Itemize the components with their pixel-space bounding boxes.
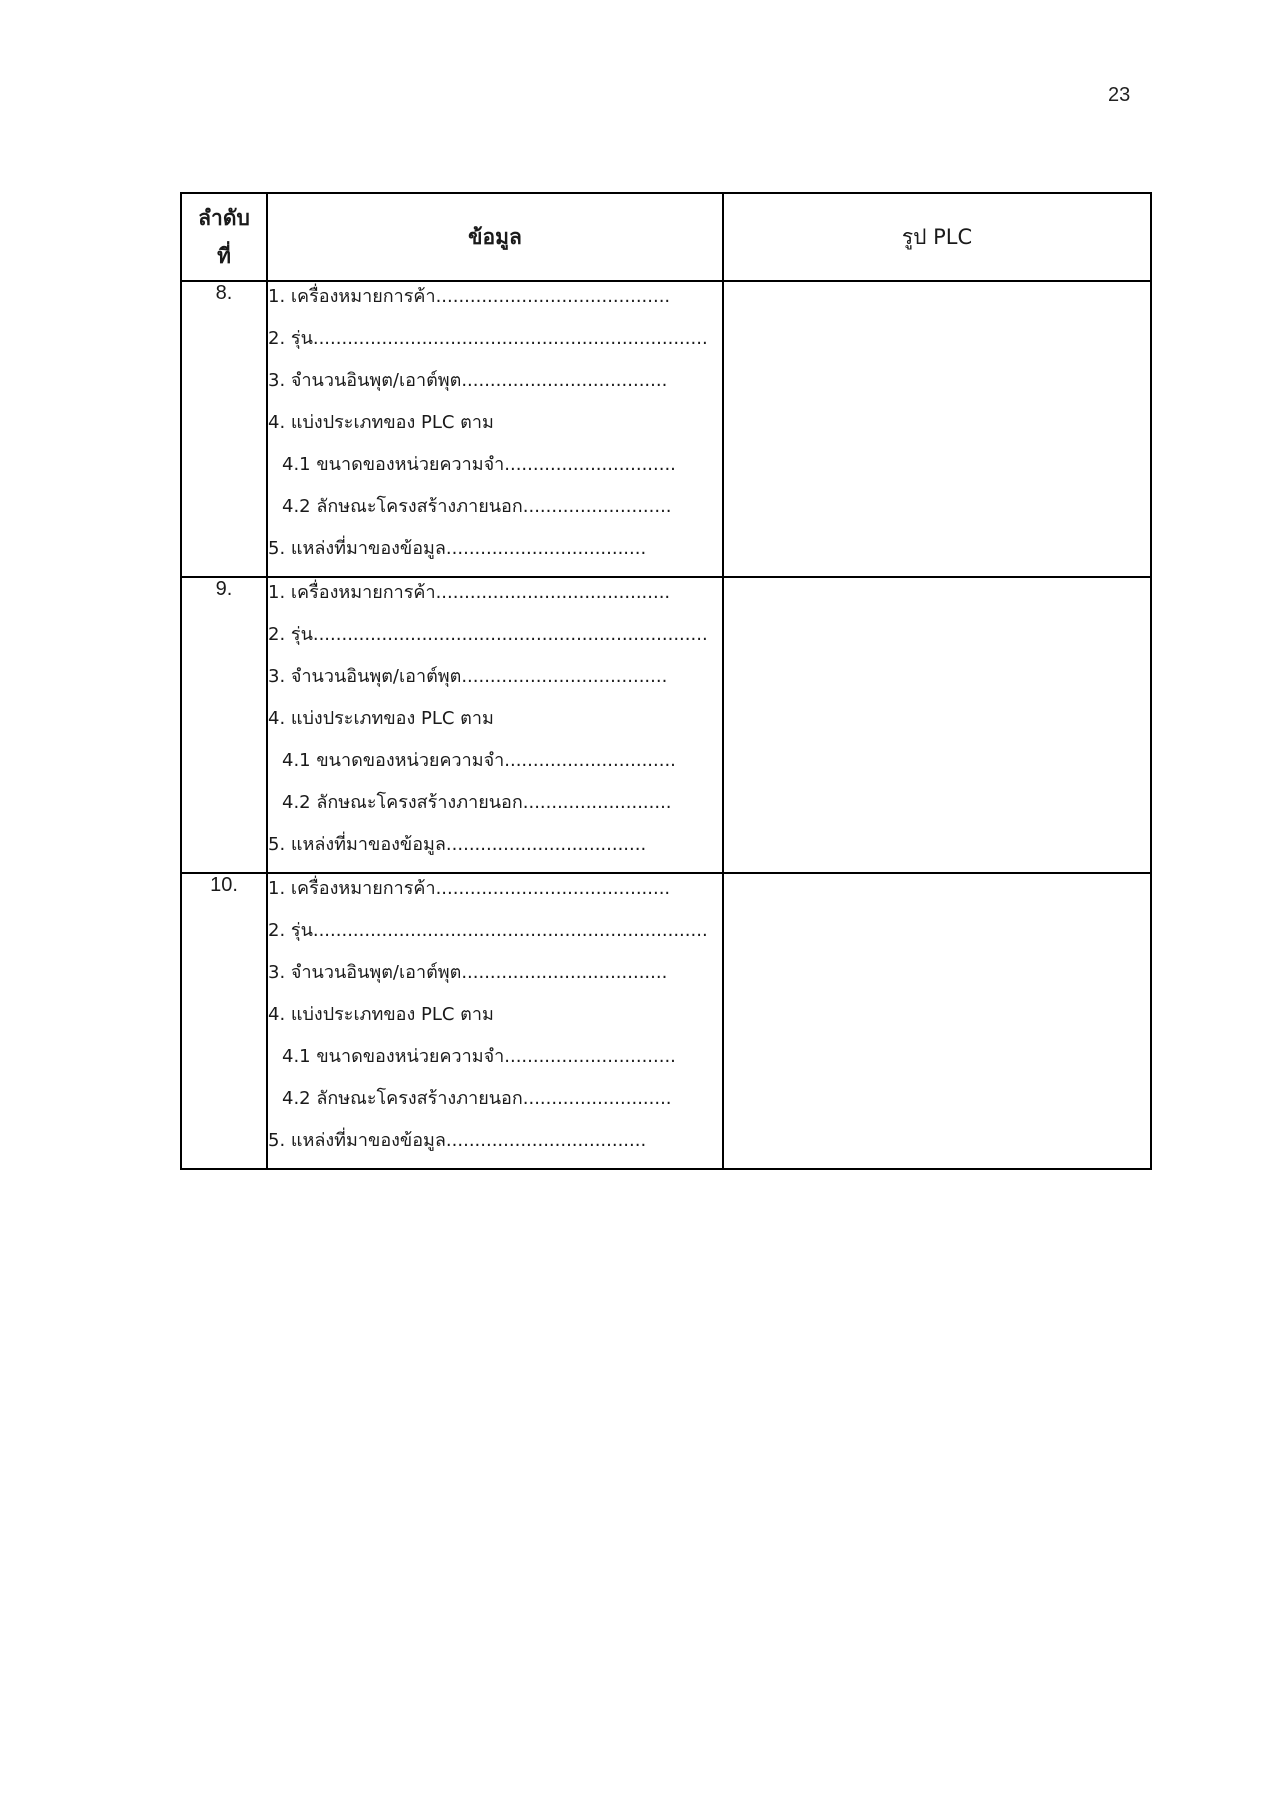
field-io-count[interactable]: 3. จำนวนอินพุต/เอาต์พุต.................................... [268,962,668,983]
field-classification-label: 4. แบ่งประเภทของ PLC ตาม [268,708,494,729]
header-sequence-line1: ลำดับ [198,206,250,230]
info-cell [267,873,723,1169]
field-data-source[interactable]: 5. แหล่งที่มาของข้อมูล................................... [268,538,647,559]
row-number: 9. [181,577,267,873]
field-memory-size[interactable]: 4.1 ขนาดของหน่วยความจำ.............................. [282,750,676,771]
field-model[interactable]: 2. รุ่น..................................................................... [268,328,708,349]
plc-image-cell [723,281,1151,577]
header-sequence-number [181,193,267,281]
field-model[interactable]: 2. รุ่น..................................................................... [268,920,708,941]
field-external-structure[interactable]: 4.2 ลักษณะโครงสร้างภายนอก.......................... [282,1088,672,1109]
field-memory-size[interactable]: 4.1 ขนาดของหน่วยความจำ.............................. [282,454,676,475]
field-io-count[interactable]: 3. จำนวนอินพุต/เอาต์พุต.................................... [268,370,668,391]
plc-info-table [180,192,1152,1170]
plc-image-cell [723,873,1151,1169]
header-sequence-line2: ที่ [217,244,231,268]
header-plc-image: รูป PLC [723,193,1151,281]
table-row [181,873,1151,1169]
header-information: ข้อมูล [267,193,723,281]
table-header-row [181,193,1151,281]
info-cell [267,577,723,873]
field-external-structure[interactable]: 4.2 ลักษณะโครงสร้างภายนอก.......................... [282,496,672,517]
row-number: 10. [181,873,267,1169]
field-data-source[interactable]: 5. แหล่งที่มาของข้อมูล................................... [268,834,647,855]
field-model[interactable]: 2. รุ่น..................................................................... [268,624,708,645]
field-io-count[interactable]: 3. จำนวนอินพุต/เอาต์พุต.................................... [268,666,668,687]
field-trademark[interactable]: 1. เครื่องหมายการค้า......................................... [268,878,671,899]
page-number: 23 [1108,84,1131,106]
field-trademark[interactable]: 1. เครื่องหมายการค้า......................................... [268,286,671,307]
field-trademark[interactable]: 1. เครื่องหมายการค้า......................................... [268,582,671,603]
table-row [181,281,1151,577]
field-data-source[interactable]: 5. แหล่งที่มาของข้อมูล................................... [268,1130,647,1151]
plc-image-cell [723,577,1151,873]
row-number: 8. [181,281,267,577]
info-cell [267,281,723,577]
field-classification-label: 4. แบ่งประเภทของ PLC ตาม [268,412,494,433]
field-classification-label: 4. แบ่งประเภทของ PLC ตาม [268,1004,494,1025]
field-external-structure[interactable]: 4.2 ลักษณะโครงสร้างภายนอก.......................... [282,792,672,813]
table-row [181,577,1151,873]
field-memory-size[interactable]: 4.1 ขนาดของหน่วยความจำ.............................. [282,1046,676,1067]
